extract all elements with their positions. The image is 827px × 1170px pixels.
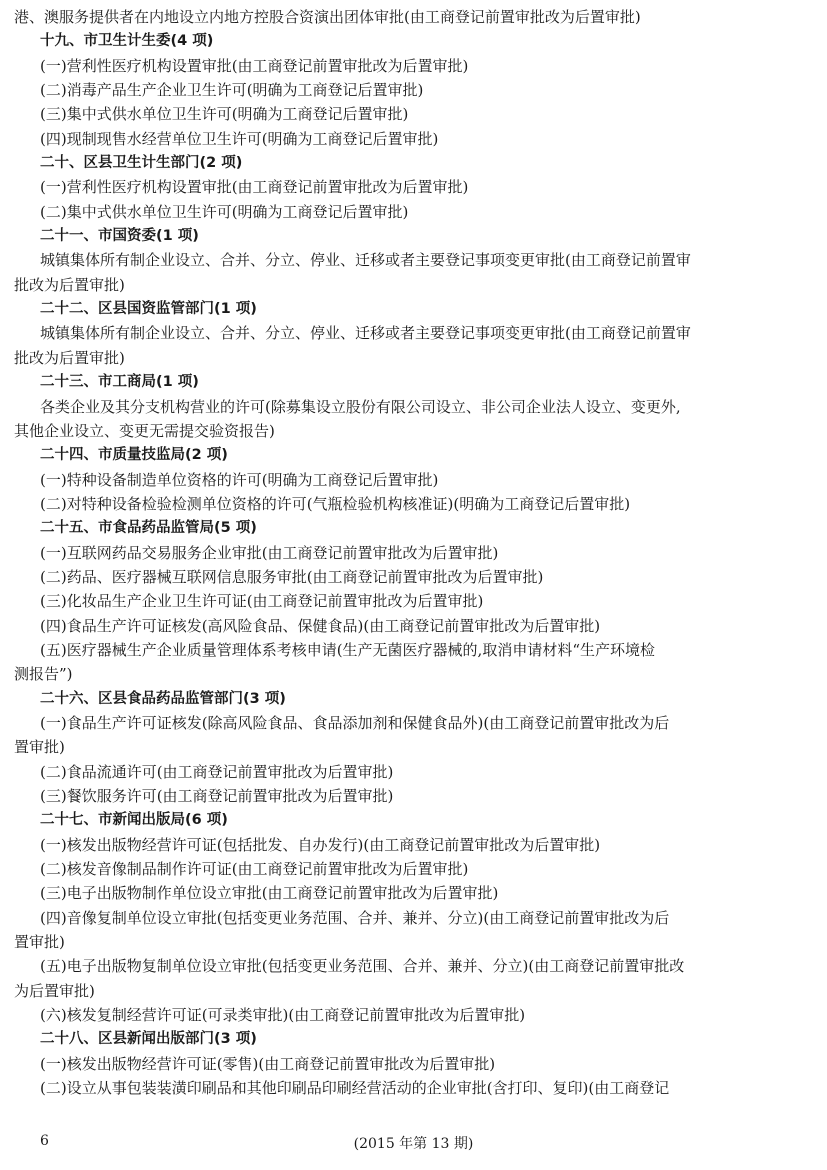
list-item: 各类企业及其分支机构营业的许可(除募集设立股份有限公司设立、非公司企业法人设立、变更外, [40,397,681,416]
page-footer [0,1133,827,1155]
list-item: (六)核发复制经营许可证(可录类审批)(由工商登记前置审批改为后置审批) [40,1006,526,1025]
section-heading: 二十、区县卫生计生部门(2 项) [40,155,243,172]
list-item: (二)消毒产品生产企业卫生许可(明确为工商登记后置审批) [40,81,424,100]
section-heading: 二十五、市食品药品监管局(5 项) [40,520,257,537]
section-heading: 二十六、区县食品药品监管部门(3 项) [40,690,286,707]
section-heading: 二十三、市工商局(1 项) [40,374,199,391]
list-item: (二)集中式供水单位卫生许可(明确为工商登记后置审批) [40,202,409,221]
list-item: (四)音像复制单位设立审批(包括变更业务范围、合并、兼并、分立)(由工商登记前置审批改为后 [40,908,670,927]
list-item: (一)营利性医疗机构设置审批(由工商登记前置审批改为后置审批) [40,178,469,197]
list-item: (五)医疗器械生产企业质量管理体系考核申请(生产无菌医疗器械的,取消申请材料“生产环境检 [40,640,655,659]
continuation-line: 港、澳服务提供者在内地设立内地方控股合资演出团体审批(由工商登记前置审批改为后置审批) [14,8,641,26]
list-item: (三)化妆品生产企业卫生许可证(由工商登记前置审批改为后置审批) [40,592,484,611]
list-item: 城镇集体所有制企业设立、合并、分立、停业、迁移或者主要登记事项变更审批(由工商登记前置审 [40,251,691,270]
issue-label: (2015 年第 13 期) [353,1136,474,1152]
section-heading: 二十二、区县国资监管部门(1 项) [40,301,257,318]
list-item: (三)餐饮服务许可(由工商登记前置审批改为后置审批) [40,787,394,805]
list-item: (二)核发音像制品制作许可证(由工商登记前置审批改为后置审批) [40,860,469,879]
list-item: (四)食品生产许可证核发(高风险食品、保健食品)(由工商登记前置审批改为后置审批) [40,616,601,635]
document-body [14,5,814,1100]
list-item: (一)核发出版物经营许可证(零售)(由工商登记前置审批改为后置审批) [40,1054,496,1073]
list-item: (四)现制现售水经营单位卫生许可(明确为工商登记后置审批) [40,129,439,148]
continuation-line: 置审批) [14,738,65,757]
list-item: (三)电子出版物制作单位设立审批(由工商登记前置审批改为后置审批) [40,884,499,903]
section-heading: 二十七、市新闻出版局(6 项) [40,812,228,829]
section-heading: 二十四、市质量技监局(2 项) [40,447,228,464]
section-heading: 二十一、市国资委(1 项) [40,228,199,245]
continuation-line: 为后置审批) [14,981,95,1000]
section-heading: 二十八、区县新闻出版部门(3 项) [40,1031,257,1048]
list-item: (一)食品生产许可证核发(除高风险食品、食品添加剂和保健食品外)(由工商登记前置审批改为后 [40,713,670,732]
continuation-line: 批改为后置审批) [14,348,125,367]
list-item: (三)集中式供水单位卫生许可(明确为工商登记后置审批) [40,105,409,124]
list-item: (一)特种设备制造单位资格的许可(明确为工商登记后置审批) [40,470,439,489]
continuation-line: 测报告”) [14,665,73,684]
section-heading: 十九、市卫生计生委(4 项) [40,33,214,50]
list-item: (二)设立从事包装装潢印刷品和其他印刷品印刷经营活动的企业审批(含打印、复印)(由工商登记 [40,1079,670,1098]
list-item: (二)食品流通许可(由工商登记前置审批改为后置审批) [40,762,394,781]
page-number: 6 [40,1133,49,1149]
list-item: (二)对特种设备检验检测单位资格的许可(气瓶检验机构核准证)(明确为工商登记后置审批) [40,494,631,513]
list-item: (五)电子出版物复制单位设立审批(包括变更业务范围、合并、兼并、分立)(由工商登记前置审批改 [40,957,685,976]
list-item: (二)药品、医疗器械互联网信息服务审批(由工商登记前置审批改为后置审批) [40,567,544,586]
list-item: (一)核发出版物经营许可证(包括批发、自办发行)(由工商登记前置审批改为后置审批) [40,835,601,854]
list-item: 城镇集体所有制企业设立、合并、分立、停业、迁移或者主要登记事项变更审批(由工商登记前置审 [40,324,691,343]
continuation-line: 其他企业设立、变更无需提交验资报告) [14,421,275,440]
list-item: (一)互联网药品交易服务企业审批(由工商登记前置审批改为后置审批) [40,543,499,562]
list-item: (一)营利性医疗机构设置审批(由工商登记前置审批改为后置审批) [40,56,469,75]
continuation-line: 置审批) [14,933,65,952]
continuation-line: 批改为后置审批) [14,275,125,294]
